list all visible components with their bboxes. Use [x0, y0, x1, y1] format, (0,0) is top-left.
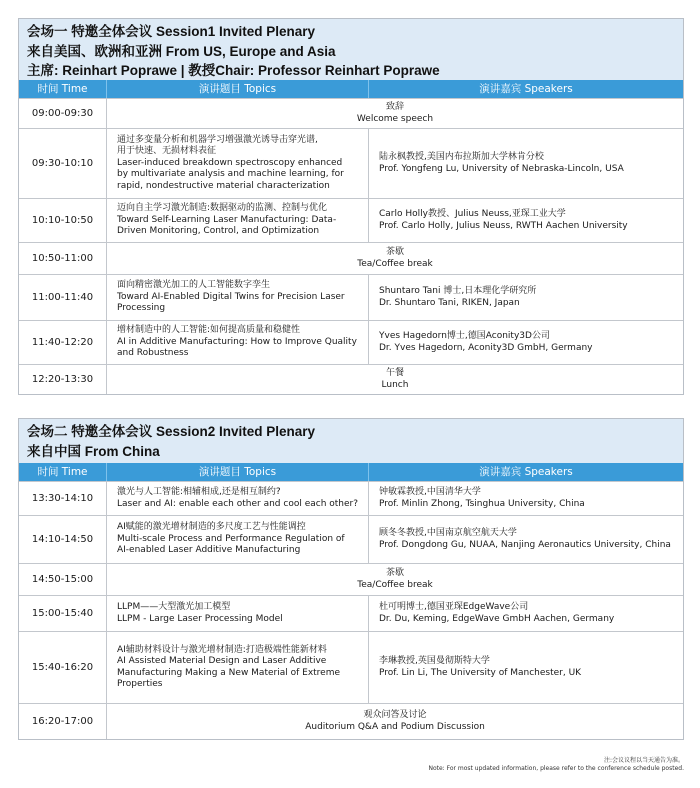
speaker-cell	[369, 199, 683, 242]
speaker-cn: 顾冬冬教授,中国南京航空航天大学	[379, 528, 517, 538]
topic-line: Properties	[117, 679, 163, 689]
session2-title: 会场二 特邀全体会议 Session2 Invited Plenary	[27, 424, 316, 439]
column-topic: 演讲题目 Topics	[107, 80, 369, 98]
speaker-cell	[369, 129, 683, 198]
merged-cell	[107, 99, 683, 128]
event-en: Tea/Coffee break	[357, 579, 433, 590]
table-row	[19, 364, 683, 394]
event-en: Lunch	[381, 379, 409, 390]
column-speakers: 演讲嘉宾 Speakers	[479, 466, 573, 478]
topic-line: AI in Additive Manufacturing: How to Improve Quality	[117, 336, 357, 347]
event-cn: 观众问答及讨论	[363, 710, 427, 720]
topic-line: AI赋能的激光增材制造的多尺度工艺与性能调控	[117, 522, 306, 533]
topic-line: AI Assisted Material Design and Laser Additive	[117, 656, 327, 666]
topic-line: Processing	[117, 303, 166, 314]
time-cell: 11:40-12:20	[19, 321, 107, 364]
event-en: Welcome speech	[356, 113, 434, 124]
topic-line: Manufacturing Making a New Material of Extreme	[117, 667, 341, 678]
session1-table	[18, 18, 684, 395]
time-cell: 11:00-11:40	[19, 275, 107, 320]
session1-header	[19, 19, 683, 80]
table-row	[19, 595, 683, 631]
speaker-cn: 陆永枫教授,美国内布拉斯加大学林肯分校	[379, 152, 544, 162]
time-cell: 10:10-10:50	[19, 199, 107, 242]
time-cell: 09:30-10:10	[19, 129, 107, 198]
speaker-en: Prof. Yongfeng Lu, University of Nebraska-Lincoln, USA	[379, 163, 624, 174]
speaker-cn: Carlo Holly教授、Julius Neuss,亚琛工业大学	[379, 209, 566, 219]
topic-line: Laser and AI: enable each other and cool each other?	[117, 498, 359, 509]
speaker-cn: 李琳教授,英国曼彻斯特大学	[379, 656, 490, 666]
speaker-cn: Shuntaro Tani 博士,日本理化学研究所	[379, 286, 537, 296]
time-cell: 15:40-16:20	[19, 632, 107, 703]
time-cell: 15:00-15:40	[19, 596, 107, 631]
speaker-cn: 杜可明博士,德国亚琛EdgeWave公司	[379, 602, 529, 612]
time-cell: 12:20-13:30	[19, 365, 107, 394]
table-row	[19, 631, 683, 703]
speaker-cell	[369, 632, 683, 703]
topic-cell	[107, 321, 369, 364]
topic-line: 迈向自主学习激光制造:数据驱动的监测、控制与优化	[117, 203, 328, 214]
topic-line: 面向精密激光加工的人工智能数字孪生	[117, 280, 271, 291]
event-cn: 午餐	[385, 368, 404, 378]
speaker-en: Prof. Dongdong Gu, NUAA, Nanjing Aeronautics University, China	[379, 539, 671, 550]
session2-column-header	[19, 463, 683, 481]
speaker-cn: Yves Hagedorn博士,德国Aconity3D公司	[379, 331, 550, 341]
topic-line: Driven Monitoring, Control, and Optimization	[117, 226, 320, 237]
speaker-en: Prof. Carlo Holly, Julius Neuss, RWTH Aachen University	[379, 220, 628, 231]
column-time: 时间 Time	[19, 80, 107, 98]
table-row	[19, 198, 683, 242]
speaker-en: Prof. Lin Li, The University of Manchester, UK	[379, 667, 582, 678]
time-cell: 13:30-14:10	[19, 482, 107, 515]
speaker-cell	[369, 516, 683, 563]
topic-line: Toward AI-Enabled Digital Twins for Precision Laser	[117, 291, 345, 302]
event-cn: 致辞	[385, 102, 404, 112]
event-cn: 茶歇	[385, 568, 404, 578]
table-row	[19, 563, 683, 595]
speaker-cell	[369, 482, 683, 515]
speaker-cell	[369, 275, 683, 320]
speaker-cell	[369, 321, 683, 364]
topic-line: by multivariate analysis and machine learning, for	[117, 169, 344, 180]
event-en: Tea/Coffee break	[357, 258, 433, 269]
table-row	[19, 320, 683, 364]
time-cell: 14:50-15:00	[19, 564, 107, 595]
footnote-en: Note: For most updated information, please refer to the conference schedule posted.	[428, 765, 684, 772]
session1-chair: 主席: Reinhart Poprawe | 教授Chair: Professor Reinhart Poprawe	[27, 63, 440, 78]
speaker-en: Dr. Du, Keming, EdgeWave GmbH Aachen, Germany	[379, 613, 615, 624]
table-row	[19, 703, 683, 739]
topic-line: 用于快速、无损材料表征	[117, 146, 217, 157]
session1-origin: 来自美国、欧洲和亚洲 From US, Europe and Asia	[27, 43, 336, 59]
topic-line: AI辅助材料设计与激光增材制造:打造极端性能新材料	[117, 644, 327, 655]
topic-line: rapid, nondestructive material characterization	[117, 180, 330, 191]
time-cell: 09:00-09:30	[19, 99, 107, 128]
session2-origin: 来自中国 From China	[27, 443, 160, 459]
column-time: 时间 Time	[19, 463, 107, 481]
topic-line: AI-enabled Laser Additive Manufacturing	[117, 545, 301, 556]
speaker-en: Dr. Shuntaro Tani, RIKEN, Japan	[379, 297, 520, 308]
event-cn: 茶歇	[385, 247, 404, 257]
table-row	[19, 274, 683, 320]
table-row	[19, 515, 683, 563]
topic-line: Multi-scale Process and Performance Regulation of	[117, 533, 345, 544]
session2-table	[18, 418, 684, 740]
merged-cell	[107, 365, 683, 394]
topic-line: 激光与人工智能:相辅相成,还是相互制约?	[117, 487, 281, 497]
column-topic: 演讲题目 Topics	[107, 463, 369, 481]
topic-cell	[107, 275, 369, 320]
merged-cell	[107, 564, 683, 595]
time-cell: 10:50-11:00	[19, 243, 107, 274]
time-cell: 16:20-17:00	[19, 704, 107, 739]
topic-line: 通过多变量分析和机器学习增强激光诱导击穿光谱,	[117, 134, 318, 145]
speaker-en: Prof. Minlin Zhong, Tsinghua University, China	[379, 498, 585, 509]
speaker-en: Dr. Yves Hagedorn, Aconity3D GmbH, Germany	[379, 342, 593, 353]
topic-line: Toward Self-Learning Laser Manufacturing: Data-	[117, 214, 337, 225]
table-row	[19, 242, 683, 274]
topic-line: and Robustness	[117, 348, 189, 359]
topic-cell	[107, 482, 369, 515]
speaker-cn: 钟敏霖教授,中国清华大学	[379, 487, 481, 497]
topic-cell	[107, 199, 369, 242]
merged-cell	[107, 704, 683, 739]
topic-cell	[107, 516, 369, 563]
merged-cell	[107, 243, 683, 274]
topic-line: Laser-induced breakdown spectroscopy enhanced	[117, 157, 343, 168]
speaker-cell	[369, 596, 683, 631]
topic-cell	[107, 632, 369, 703]
table-row	[19, 481, 683, 515]
topic-cell	[107, 129, 369, 198]
session2-header	[19, 419, 683, 463]
topic-cell	[107, 596, 369, 631]
session1-column-header	[19, 80, 683, 98]
event-en: Auditorium Q&A and Podium Discussion	[305, 721, 485, 732]
topic-line: LLPM——大型激光加工模型	[117, 602, 231, 612]
time-cell: 14:10-14:50	[19, 516, 107, 563]
table-row	[19, 98, 683, 128]
footnote-cn: 注:会议议程以当天通告为准。	[603, 757, 684, 764]
column-speakers: 演讲嘉宾 Speakers	[479, 83, 573, 95]
topic-line: LLPM - Large Laser Processing Model	[117, 613, 283, 624]
table-row	[19, 128, 683, 198]
topic-line: 增材制造中的人工智能:如何提高质量和稳健性	[117, 325, 301, 336]
session1-title: 会场一 特邀全体会议 Session1 Invited Plenary	[27, 24, 316, 39]
